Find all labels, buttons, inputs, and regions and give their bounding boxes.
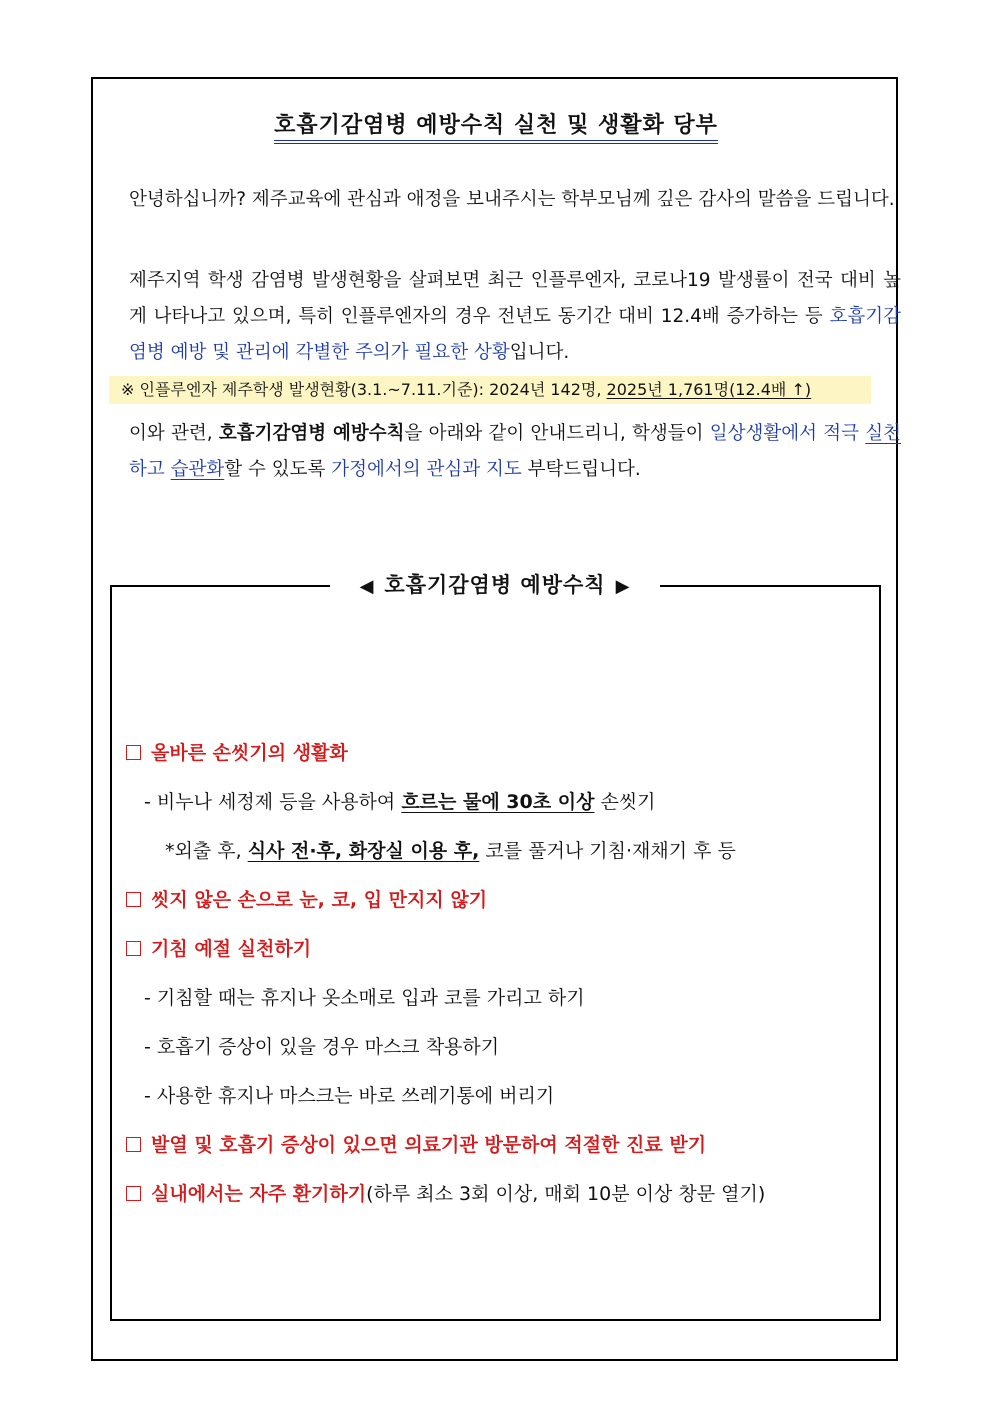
rule-handwashing-timing: *외출 후, 식사 전·후, 화장실 이용 후, 코를 풀거나 기침·재채기 후 등 <box>165 840 736 862</box>
situation-paragraph: 제주지역 학생 감염병 발생현황을 살펴보면 최근 인플루엔자, 코로나19 발생률이 전국 대비 높게 나타나고 있으며, 특히 인플루엔자의 경우 전년도 동기간 대비 12.4배 증가하는 등 호흡기감염병 예방 및 관리에 각별한 주의가 필요한 상황입니다. <box>129 270 901 363</box>
checkbox-icon <box>126 1137 141 1152</box>
rule-cough-cover: - 기침할 때는 휴지나 옷소매로 입과 코를 가리고 하기 <box>144 987 585 1009</box>
rule-handwashing-detail: - 비누나 세정제 등을 사용하여 흐르는 물에 30초 이상 손씻기 <box>144 791 656 813</box>
statistics-2025: 2025년 1,761명(12.4배 ↑) <box>606 380 812 399</box>
checkbox-icon <box>126 1186 141 1201</box>
rule-ventilation: 실내에서는 자주 환기하기(하루 최소 3회 이상, 매회 10분 이상 창문 열기) <box>126 1180 765 1208</box>
document-title: 호흡기감염병 예방수칙 실천 및 생활화 당부 <box>0 108 992 144</box>
rule-visit-clinic: 발열 및 호흡기 증상이 있으면 의료기관 방문하여 적절한 진료 받기 <box>126 1131 706 1159</box>
checkbox-icon <box>126 745 141 760</box>
left-triangle-icon: ◀ <box>359 576 375 597</box>
checkbox-icon <box>126 941 141 956</box>
rule-no-touching-face: 씻지 않은 손으로 눈, 코, 입 만지지 않기 <box>126 886 487 914</box>
caution-highlight: 호흡기감염병 예방 및 관리에 각별한 주의가 필요한 상황 <box>129 306 901 363</box>
rule-handwashing: 올바른 손씻기의 생활화 <box>126 739 348 767</box>
rule-dispose-tissue: - 사용한 휴지나 마스크는 바로 쓰레기통에 버리기 <box>144 1085 555 1107</box>
rules-box-title: ◀ 호흡기감염병 예방수칙 ▶ <box>330 565 660 605</box>
request-paragraph: 이와 관련, 호흡기감염병 예방수칙을 아래와 같이 안내드리니, 학생들이 일상생활에서 적극 실천하고 습관화할 수 있도록 가정에서의 관심과 지도 부탁드립니다. <box>129 423 901 480</box>
rule-wear-mask: - 호흡기 증상이 있을 경우 마스크 착용하기 <box>144 1036 500 1058</box>
right-triangle-icon: ▶ <box>615 576 631 597</box>
rule-cough-etiquette: 기침 예절 실천하기 <box>126 935 311 963</box>
greeting-paragraph: 안녕하십니까? 제주교육에 관심과 애정을 보내주시는 학부모님께 깊은 감사의 말씀을 드립니다. <box>129 189 895 210</box>
statistics-note: ※ 인플루엔자 제주학생 발생현황(3.1.~7.11.기준): 2024년 142명, 2025년 1,761명(12.4배 ↑) <box>109 376 871 404</box>
checkbox-icon <box>126 892 141 907</box>
